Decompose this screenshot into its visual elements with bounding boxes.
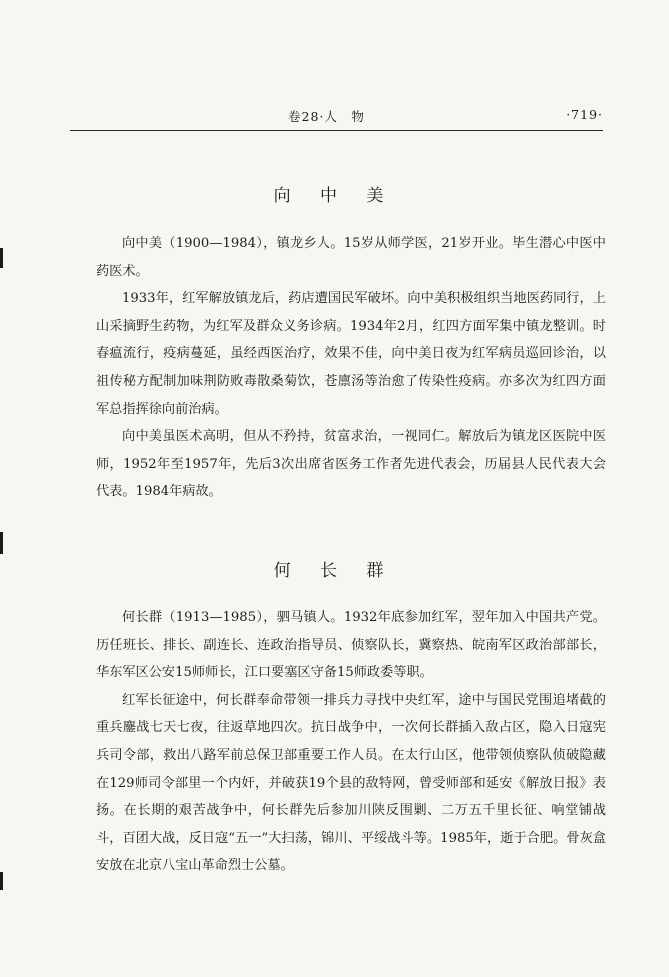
paragraph: 何长群（1913—1985），驷马镇人。1932年底参加红军，翌年加入中国共产党。历任班长、排长、副连长、连政治指导员、侦察队长，冀察热、皖南军区政治部部长，华东军区公安15师师长，江口要塞区守备15师政委等职。 (96, 610, 606, 681)
entry-body-he-changqun (96, 604, 606, 880)
header-page-number: ·719· (566, 107, 603, 122)
entry-body-xiang-zhongmei (96, 230, 606, 506)
scan-mark (0, 872, 3, 890)
paragraph: 1933年，红军解放镇龙后，药店遭国民军破坏。向中美积极组织当地医药同行，上山采摘野生药物，为红军及群众义务诊病。1934年2月，红四方面军集中镇龙整训。时春瘟流行，疫病蔓延，虽经西医治疗，效果不佳，向中美日夜为红军病员巡回诊治，以祖传秘方配制加味荆防败毒散桑菊饮，苍廪汤等治愈了传染性疫病。亦多次为红四方面军总指挥徐向前治病。 (96, 291, 606, 417)
header-section-title: 卷28·人 物 (288, 109, 365, 124)
paragraph: 向中美虽医术高明，但从不矜持，贫富求治，一视同仁。解放后为镇龙区医院中医师，1952年至1957年，先后3次出席省医务工作者先进代表会，历届县人民代表大会代表。1984年病故。 (96, 429, 606, 500)
entry-title-xiang-zhongmei: 向 中 美 (273, 186, 396, 207)
running-header (70, 103, 603, 125)
entry-title-he-changqun: 何 长 群 (273, 561, 396, 582)
header-rule (70, 130, 603, 131)
paragraph: 向中美（1900—1984），镇龙乡人。15岁从师学医，21岁开业。毕生潜心中医中药医术。 (96, 236, 606, 279)
scan-mark (0, 248, 3, 268)
scan-mark (0, 532, 3, 554)
paragraph: 红军长征途中，何长群奉命带领一排兵力寻找中央红军，途中与国民党围追堵截的重兵鏖战七天七夜，往返草地四次。抗日战争中，一次何长群插入敌占区，隐入日寇宪兵司令部，救出八路军前总保卫部重要工作人员。在太行山区，他带领侦察队侦破隐藏在129师司令部里一个内奸，并破获19个县的敌特网，曾受师部和延安《解放日报》表扬。在长期的艰苦战争中，何长群先后参加川陕反围剿、二万五千里长征、响堂铺战斗，百团大战，反日寇“五一”大扫荡，锦川、平绥战斗等。1985年，逝于合肥。骨灰盒安放在北京八宝山革命烈士公墓。 (96, 692, 606, 874)
